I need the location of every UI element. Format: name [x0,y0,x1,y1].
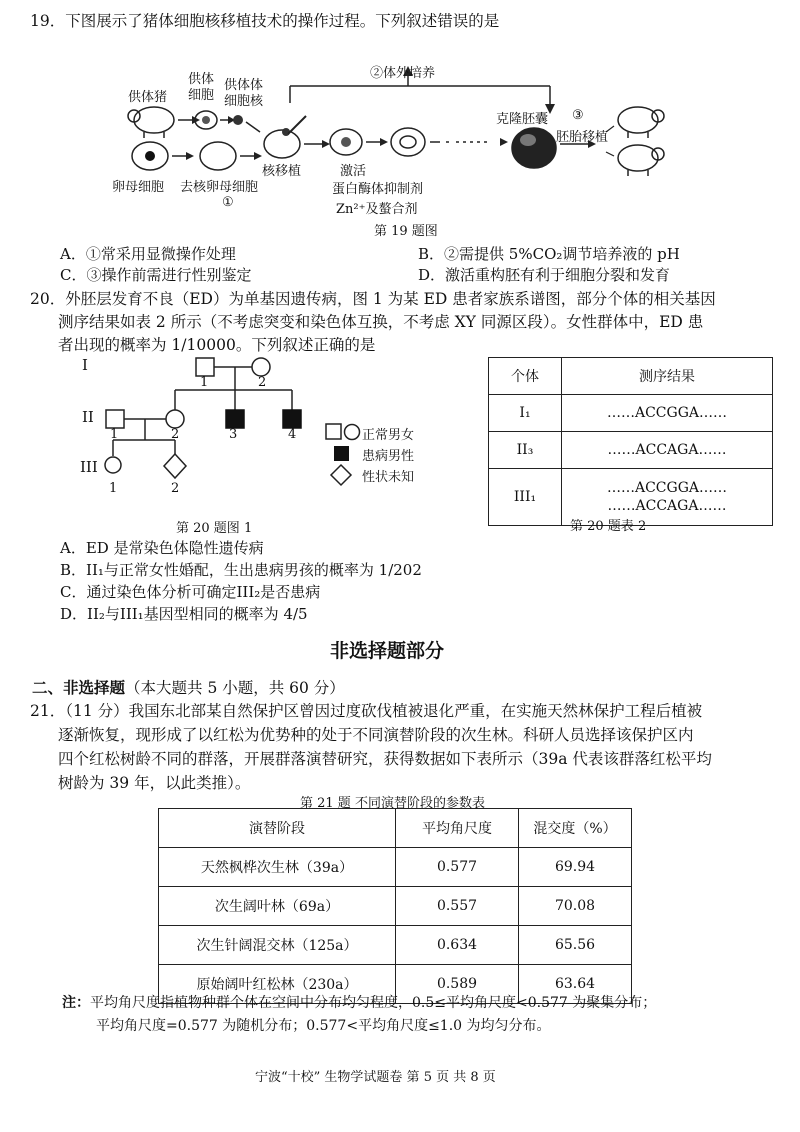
seq-result: ……ACCGGA…… ……ACCAGA…… [562,469,773,526]
label-culture: ②体外培养 [370,66,436,81]
pedigree-I1 [196,358,214,376]
label-step3: ③ [572,108,584,123]
label-donor-pig: 供体猪 [128,90,168,105]
page-footer: 宁波“十校” 生物学试题卷 第 5 页 共 8 页 [255,1070,496,1085]
legend-normal-label: 正常男女 [362,428,415,443]
pedigree-num-II4: 4 [288,427,297,442]
table-row [159,848,632,887]
label-step1: ① [222,195,234,210]
legend-normal-female-icon [345,425,360,440]
q21-note-label: 注： [62,995,90,1011]
label-donor-nucleus: 供体体 细胞核 [224,78,264,109]
donor-nucleus-icon [233,115,243,125]
t21-header-stage: 演替阶段 [159,809,396,848]
t21-stage: 次生针阔混交林（125a） [159,926,396,965]
t21-stage: 天然枫桦次生林（39a） [159,848,396,887]
seq-header-result: 测序结果 [562,358,773,395]
surrogate-pig-icon [618,107,664,138]
label-clone-embryo: 克隆胚囊 [496,112,549,127]
part2-label: 二、非选择题 [32,678,126,697]
legend-unknown-label: 性状未知 [362,470,415,485]
pedigree-II1 [106,410,124,428]
q19-option-b: B．②需提供 5%CO₂调节培养液的 pH [418,245,680,263]
seq-id: I₁ [489,395,562,432]
legend-affected-label: 患病男性 [362,449,415,464]
q21-table-caption: 第 21 题 不同演替阶段的参数表 [300,796,485,811]
succession-table [158,808,632,1004]
t21-stage: 次生阔叶林（69a） [159,887,396,926]
pedigree-II3 [226,410,244,428]
gen-II-label: II [82,408,94,426]
label-activation: 激活 [340,164,367,179]
q21-stem-line3: 四个红松树龄不同的群落，开展群落演替研究，获得数据如下表所示（39a 代表该群落红松平均 [58,750,712,768]
t21-angle: 0.577 [396,848,519,887]
cloned-pig-icon [618,145,664,176]
t21-mix: 69.94 [519,848,632,887]
q21-stem-line2: 逐渐恢复，现形成了以红松为优势种的处于不同演替阶段的次生林。科研人员选择该保护区内 [58,726,694,744]
q21-stem-line1: 21．（11 分）我国东北部某自然保护区曾因过度砍伐植被退化严重，在实施天然林保护工程后植被 [30,702,703,720]
table-row [489,395,773,432]
pedigree-I2 [252,358,270,376]
t21-angle: 0.557 [396,887,519,926]
pedigree-II2 [166,410,184,428]
q19-stem: 19．下图展示了猪体细胞核移植技术的操作过程。下列叙述错误的是 [30,12,500,30]
pedigree-num-I2: 2 [258,375,267,390]
section-title: 非选择题部分 [330,640,445,662]
q21-note-line2: 平均角尺度=0.577 为随机分布；0.577<平均角尺度≤1.0 为均匀分布。 [96,1018,551,1034]
q20-option-d: D．II₂与III₁基因型相同的概率为 4/5 [60,605,308,623]
gen-I-label: I [82,356,88,374]
q21-note-line1: 平均角尺度指植物种群个体在空间中分布均匀程度，0.5≤平均角尺度<0.577 为聚集分布； [90,995,657,1011]
q19-option-a: A．①常采用显微操作处理 [60,245,236,263]
legend-unknown-icon [331,465,351,485]
pedigree-num-III2: 2 [171,481,180,496]
pedigree-III2 [164,454,186,478]
t21-mix: 63.64 [519,965,632,1004]
t21-mix: 65.56 [519,926,632,965]
t21-mix: 70.08 [519,887,632,926]
pedigree-num-II2: 2 [171,427,180,442]
pedigree-caption: 第 20 题图 1 [176,521,253,536]
label-donor-cell: 供体 细胞 [188,72,215,103]
part2-note: （本大题共 5 小题，共 60 分） [125,679,345,697]
label-reagent2: Zn²⁺及螯合剂 [336,202,418,217]
q20-stem-line3: 者出现的概率为 1/10000。下列叙述正确的是 [58,336,376,354]
label-enucleated: 去核卵母细胞 [180,180,259,195]
pedigree-num-III1: 1 [109,481,118,496]
t21-header-mix: 混交度（%） [519,809,632,848]
seq-table-caption: 第 20 题表 2 [570,519,647,534]
q20-option-b: B．II₁与正常女性婚配，生出患病男孩的概率为 1/202 [60,561,422,579]
legend-affected-male-icon [334,446,349,461]
pedigree-num-II1: 1 [110,427,119,442]
table-row [159,809,632,848]
reconstructed-embryo-icon [391,128,425,156]
seq-result: ……ACCAGA…… [562,432,773,469]
blastocyst-icon [512,128,556,168]
donor-pig-icon [128,107,174,138]
gen-III-label: III [80,458,98,476]
nuclear-transfer-icon [264,130,300,158]
legend-normal-male-icon [326,424,341,439]
label-oocyte: 卵母细胞 [112,180,165,195]
q19-option-c: C．③操作前需进行性别鉴定 [60,266,252,284]
table-row [159,887,632,926]
table-row [159,926,632,965]
label-embryo-transfer: 胚胎移植 [556,130,609,145]
q19-option-d: D．激活重构胚有利于细胞分裂和发育 [418,266,671,284]
table-row [489,432,773,469]
enucleated-oocyte-icon [200,142,236,170]
pedigree-III1 [105,457,121,473]
t21-angle: 0.634 [396,926,519,965]
q20-option-c: C．通过染色体分析可确定III₂是否患病 [60,583,321,601]
sequencing-table [488,357,773,526]
label-reagent1: 蛋白酶体抑制剂 [332,182,424,197]
t21-header-angle: 平均角尺度 [396,809,519,848]
label-nuclear-transfer: 核移植 [262,164,302,179]
t21-angle: 0.589 [396,965,519,1004]
seq-result: ……ACCGGA…… [562,395,773,432]
pedigree-num-II3: 3 [229,427,238,442]
seq-header-id: 个体 [489,358,562,395]
t21-stage: 原始阔叶红松林（230a） [159,965,396,1004]
q20-stem-line2: 测序结果如表 2 所示（不考虑突变和染色体互换，不考虑 XY 同源区段）。女性群体中，ED 患 [58,313,704,331]
seq-id: II₃ [489,432,562,469]
q21-stem-line4: 树龄为 39 年，以此类推）。 [58,774,251,792]
pedigree-II4 [283,410,301,428]
q20-option-a: A．ED 是常染色体隐性遗传病 [60,539,264,557]
seq-id: III₁ [489,469,562,526]
q20-stem-line1: 20．外胚层发育不良（ED）为单基因遗传病，图 1 为某 ED 患者家族系谱图，部分个体的相关基因 [30,290,716,308]
pedigree-num-I1: 1 [200,375,209,390]
table-row [489,358,773,395]
q19-caption: 第 19 题图 [374,224,438,239]
